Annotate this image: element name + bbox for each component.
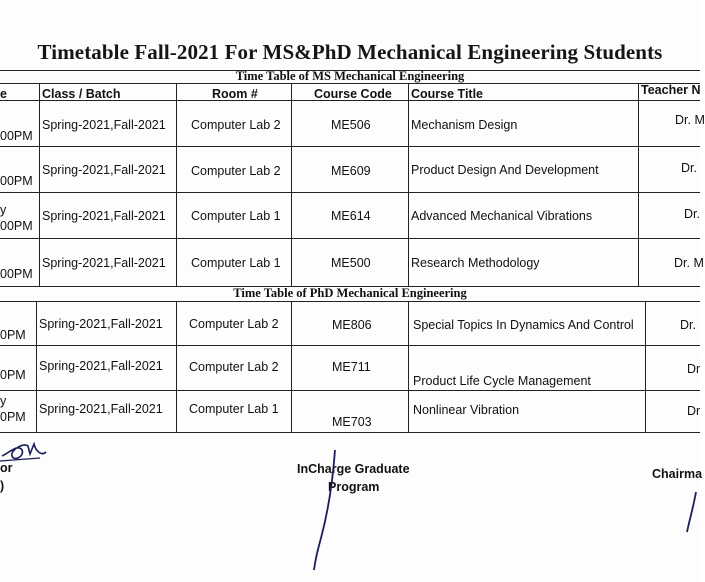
column-rule: [645, 301, 646, 432]
course-title-cell: Research Methodology: [411, 256, 540, 270]
time-cell-top: y: [0, 394, 7, 408]
left-signature-subtitle: ): [0, 479, 5, 493]
column-rule: [176, 301, 177, 432]
room-cell: Computer Lab 1: [191, 209, 281, 223]
course-code-cell: ME500: [331, 256, 371, 270]
time-cell: 0PM: [0, 410, 26, 424]
ms-section-title: Time Table of MS Mechanical Engineering: [235, 69, 465, 83]
time-cell: 00PM: [0, 267, 33, 281]
header-room: Room #: [212, 87, 258, 101]
row-rule: [0, 146, 700, 147]
teacher-cell: Dr. M: [675, 113, 705, 127]
batch-cell: Spring-2021,Fall-2021: [39, 359, 163, 373]
incharge-title-line2: Program: [328, 480, 380, 494]
column-rule: [291, 301, 292, 432]
batch-cell: Spring-2021,Fall-2021: [42, 209, 166, 223]
teacher-cell: Dr: [687, 362, 701, 376]
course-title-cell: Special Topics In Dynamics And Control: [413, 318, 634, 332]
row-rule: [0, 390, 700, 391]
table-bottom-border: [0, 432, 700, 433]
course-code-cell: ME806: [332, 318, 372, 332]
column-rule: [39, 83, 40, 286]
left-signature-title: or: [0, 461, 13, 475]
incharge-signature-stroke: [305, 448, 345, 572]
teacher-cell: Dr.: [681, 161, 697, 175]
teacher-cell: Dr. M: [674, 256, 704, 270]
course-code-cell: ME614: [331, 209, 371, 223]
column-rule: [638, 83, 639, 286]
room-cell: Computer Lab 2: [189, 360, 279, 374]
course-title-cell: Nonlinear Vibration: [413, 403, 520, 417]
header-course-title: Course Title: [411, 87, 484, 101]
header-teacher: Teacher N: [641, 83, 701, 97]
batch-cell: Spring-2021,Fall-2021: [39, 317, 163, 331]
column-rule: [408, 301, 409, 432]
room-cell: Computer Lab 1: [189, 402, 279, 416]
course-title-cell: Mechanism Design: [411, 118, 518, 132]
header-course-code: Course Code: [314, 87, 392, 101]
course-title-cell: Product Design And Development: [411, 163, 599, 177]
room-cell: Computer Lab 2: [191, 118, 281, 132]
chairman-signature-stroke: [684, 490, 700, 534]
phd-section-bottom-rule: [0, 301, 700, 302]
course-title-cell: Product Life Cycle Management: [413, 374, 591, 388]
chairman-title: Chairma: [652, 467, 703, 481]
row-rule: [0, 238, 700, 239]
column-rule: [408, 83, 409, 286]
course-code-cell: ME703: [332, 415, 372, 429]
row-rule: [0, 192, 700, 193]
row-rule: [0, 345, 700, 346]
time-cell-top: y: [0, 203, 7, 217]
teacher-cell: Dr: [687, 404, 701, 418]
room-cell: Computer Lab 2: [189, 317, 279, 331]
course-title-cell: Advanced Mechanical Vibrations: [411, 209, 593, 223]
batch-cell: Spring-2021,Fall-2021: [42, 163, 166, 177]
batch-cell: Spring-2021,Fall-2021: [42, 256, 166, 270]
header-class-batch: Class / Batch: [42, 87, 121, 101]
document-title: Timetable Fall-2021 For MS&PhD Mechanical Engineering Students: [37, 40, 663, 64]
column-rule: [176, 83, 177, 286]
phd-section-title: Time Table of PhD Mechanical Engineering: [233, 286, 467, 300]
course-code-cell: ME711: [332, 360, 371, 374]
header-time: e: [0, 87, 7, 101]
time-cell: 00PM: [0, 129, 33, 143]
room-cell: Computer Lab 2: [191, 164, 281, 178]
course-code-cell: ME506: [331, 118, 371, 132]
incharge-title-line1: InCharge Graduate: [297, 462, 410, 476]
teacher-cell: Dr.: [680, 318, 696, 332]
batch-cell: Spring-2021,Fall-2021: [39, 402, 163, 416]
time-cell: 0PM: [0, 328, 26, 342]
column-rule: [291, 83, 292, 286]
teacher-cell: Dr.: [684, 207, 700, 221]
column-rule: [36, 301, 37, 432]
time-cell: 0PM: [0, 368, 26, 382]
time-cell: 00PM: [0, 174, 33, 188]
room-cell: Computer Lab 1: [191, 256, 281, 270]
time-cell: 00PM: [0, 219, 33, 233]
batch-cell: Spring-2021,Fall-2021: [42, 118, 166, 132]
course-code-cell: ME609: [331, 164, 371, 178]
